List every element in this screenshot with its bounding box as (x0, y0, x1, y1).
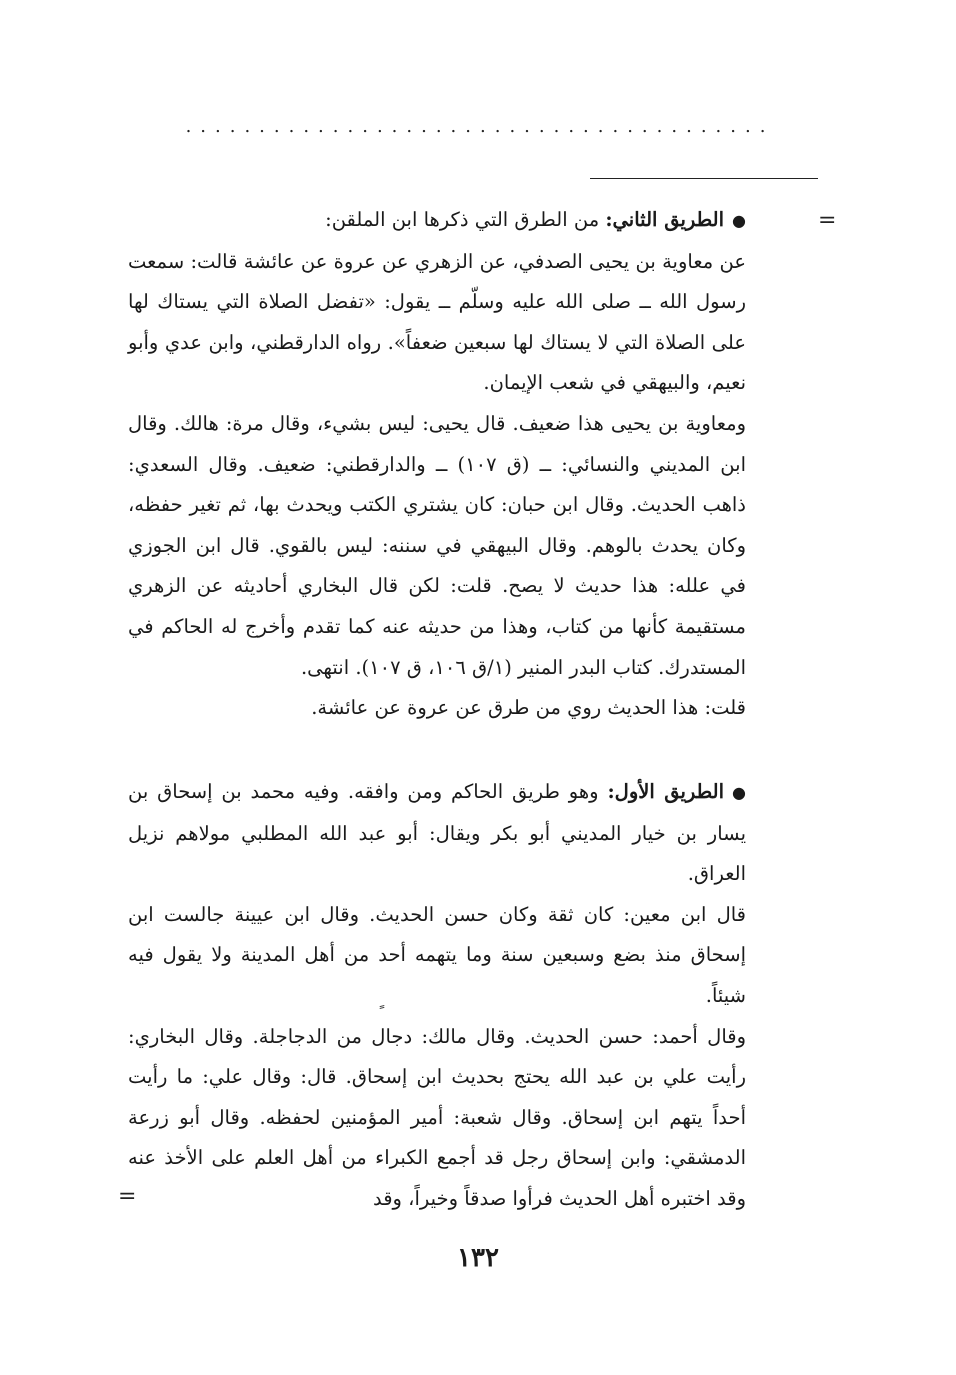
bullet-icon: ● (732, 783, 746, 802)
section-heading-line (128, 772, 746, 895)
paragraph: عن معاوية بن يحيى الصدفي، عن الزهري عن عروة عن عائشة قالت: سمعت رسول الله ــ صلى الله عليه وسلّم ــ يقول: «تفضل الصلاة التي يستاك لها على الصلاة التي لا يستاك لها سبعين ضعفاً». رواه الدارقطني، وابن عدي وأبو نعيم، والبيهقي في شعب الإيمان. (128, 249, 746, 395)
section-heading: الطريق الثاني: (605, 208, 725, 231)
section-intro: وهو طريق الحاكم ومن وافقه. وفيه محمد بن إسحاق بن يسار بن خيار المديني أبو بكر ويقال: أبو عبد الله المطلبي مولاهم نزيل العراق. (128, 780, 746, 886)
top-dotted-separator: ........................................ (185, 116, 775, 137)
section-first-route (128, 772, 746, 1220)
continuation-mark-top: = (818, 208, 837, 233)
section-heading-line (128, 200, 746, 242)
paragraph: وقال أحمد: حسن الحديث. وقال مالك: دجال من الدجاجلة. وقال البخاري: رأيت علي بن عبد الله يحتج بحديث ابن إسحاق. قال: وقال علي: ما رأيت أحداً يتهم ابن إسحاق. وقال شعبة: أمير المؤمنين لحفظه. وقال أبو زرعة الدمشقي: وابن إسحاق رجل قد أجمع الكبراء من أهل العلم على الأخذ عنه وقد اختبره أهل الحديث فرأوا صدقاً وخيراً، وقد (128, 1024, 746, 1210)
continuation-mark-bottom: = (118, 1184, 137, 1209)
paragraph: قال ابن معين: كان ثقة وكان حسن الحديث. وقال ابن عيينة جالست ابن إسحاق منذ بضع وسبعين سنة وما يتهمه أحد من أهل المدينة ولا يقول فيه شيئاً. (128, 902, 746, 1007)
section-intro: من الطرق التي ذكرها ابن الملقن: (325, 208, 600, 231)
paragraph: قلت: هذا الحديث روي من طرق عن عروة عن عائشة. (311, 696, 746, 720)
bullet-icon: ● (732, 211, 746, 230)
page-number: ١٣٢ (457, 1243, 499, 1273)
section-second-route (128, 200, 746, 729)
section-heading: الطريق الأول: (607, 780, 725, 803)
paragraph: ومعاوية بن يحيى هذا ضعيف. قال يحيى: ليس بشيء، وقال مرة: هالك. وقال ابن المديني والنسائي: ــ (ق ١٠٧) ــ والدارقطني: ضعيف. وقال السعدي: ذاهب الحديث. وقال ابن حبان: كان يشتري الكتب ويحدث بها، ثم تغير حفظه، وكان يحدث بالوهم. وقال البيهقي في سننه: ليس بالقوي. قال ابن الجوزي في علله: هذا حديث لا يصح. قلت: لكن قال البخاري أحاديثه عن الزهري مستقيمة كأنها من كتاب، وهذا من حديثه عنه كما تقدم وأخرج له الحاكم في المستدرك. كتاب البدر المنير (١/ق ١٠٦، ق ١٠٧). انتهى. (128, 411, 746, 679)
footnote-rule (590, 178, 818, 179)
